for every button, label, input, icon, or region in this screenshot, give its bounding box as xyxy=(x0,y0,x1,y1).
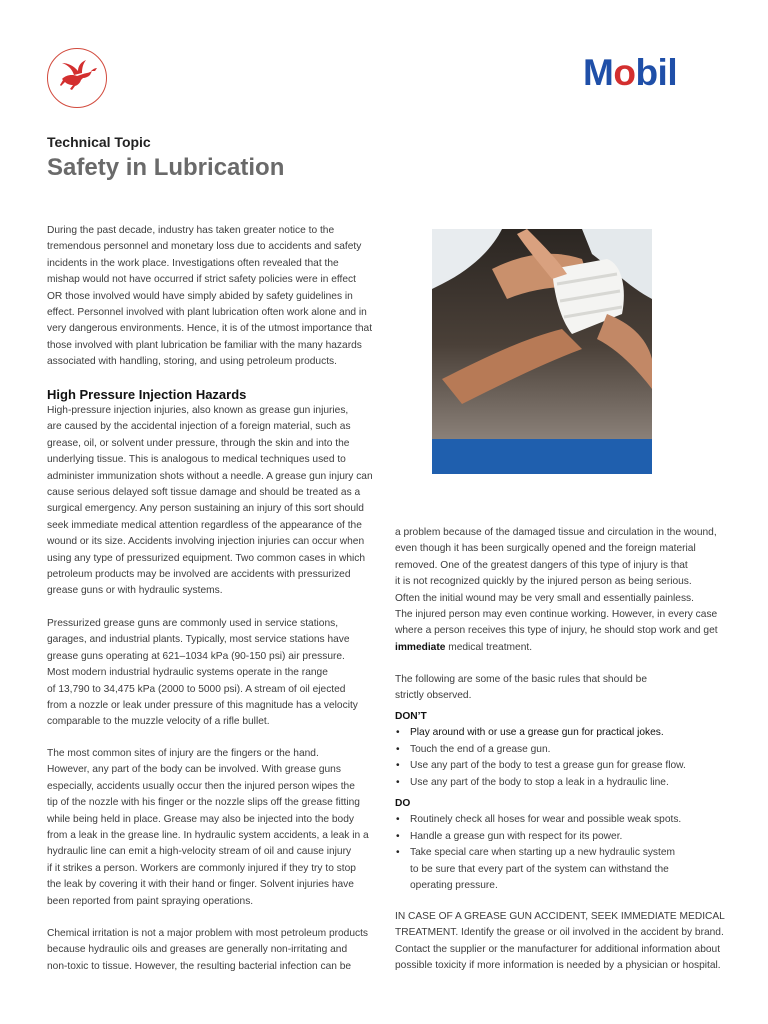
injection-paragraph xyxy=(47,403,382,600)
intro-line: mishap would not have occurred if strict safety policies were in effect xyxy=(47,274,356,286)
dont-item: • Use any part of the body to test a grease gun for grease flow. xyxy=(395,758,740,774)
intro-line: associated with handling, storing, and using petroleum products. xyxy=(47,356,337,368)
dont-item: • Touch the end of a grease gun. xyxy=(395,742,740,758)
accident-line: possible toxicity if more information is needed by a physician or hospital. xyxy=(395,960,721,972)
para3-line: However, any part of the body can be involved. With grease guns xyxy=(47,764,341,776)
bandaged-hand-photo xyxy=(432,229,652,439)
rules-intro-line: strictly observed. xyxy=(395,690,472,702)
para1-line: administer immunization shots without a needle. A grease gun injury can xyxy=(47,470,373,482)
para3-line: especially, accidents usually occur then the injured person wipes the xyxy=(47,780,355,792)
rp1-line: removed. One of the greatest dangers of this type of injury is that xyxy=(395,559,688,571)
rules-intro-line: The following are some of the basic rules that should be xyxy=(395,674,648,685)
para1-line: seek immediate medical attention regardless of the appearance of the xyxy=(47,519,362,531)
pegasus-icon xyxy=(48,49,106,107)
para4-line: non-toxic to tissue. However, the resulting bacterial infection can be xyxy=(47,960,352,972)
do-item: • Handle a grease gun with respect for its power. xyxy=(395,829,740,845)
para2-line: comparable to the muzzle velocity of a rifle bullet. xyxy=(47,716,270,728)
rp1-line: it is not recognized quickly by the injured person as being serious. xyxy=(395,576,692,588)
mobil-logo-bil: bil xyxy=(635,52,678,93)
para1-line: petroleum products may be involved are accidents with pressurized xyxy=(47,569,351,581)
rp1-line: Often the initial wound may be very small and essentially painless. xyxy=(395,592,694,604)
rp1-line: even though it has been surgically opened and the foreign material xyxy=(395,543,696,555)
para1-line: underlying tissue. This is analogous to medical techniques used to xyxy=(47,454,346,466)
para3-line: the leak by covering it with their hand or finger. Solvent injuries have xyxy=(47,879,354,891)
para1-line: are caused by the accidental injection of a foreign material, such as xyxy=(47,421,351,433)
chemical-paragraph xyxy=(47,926,382,975)
dont-heading: DON’T xyxy=(395,711,427,722)
do-list xyxy=(395,812,740,861)
topic-label: Technical Topic xyxy=(47,134,151,150)
para1-line: cause serious delayed soft tissue damage and should be treated as a xyxy=(47,487,361,499)
accident-paragraph xyxy=(395,909,740,975)
rules-list xyxy=(395,709,740,894)
rp1-end-text: medical treatment. xyxy=(445,641,533,653)
do-item: • Routinely check all hoses for wear and possible weak spots. xyxy=(395,812,740,828)
do-item-continued: operating pressure. xyxy=(410,880,498,892)
para3-line: been reported from paint spraying operations. xyxy=(47,895,254,907)
para1-line: using any type of pressurized equipment. Two common cases in which xyxy=(47,552,366,564)
para1-line: surgical emergency. Any person sustaining an injury of this sort should xyxy=(47,503,364,515)
injury-sites-paragraph xyxy=(47,746,382,910)
intro-line: OR those involved would have simply abided by safety guidelines in xyxy=(47,290,353,302)
do-heading: DO xyxy=(395,798,411,810)
intro-line: During the past decade, industry has taken greater notice to the xyxy=(47,225,335,236)
mobil-logo-m: M xyxy=(583,52,614,93)
dont-list xyxy=(395,725,740,791)
rp1-line-end xyxy=(395,640,735,656)
intro-paragraph xyxy=(47,223,382,371)
section-heading: High Pressure Injection Hazards xyxy=(47,387,247,402)
para2-line: of 13,790 to 34,475 kPa (2000 to 5000 psi). A stream of oil ejected xyxy=(47,683,346,695)
para3-line: The most common sites of injury are the fingers or the hand. xyxy=(47,748,319,759)
grease-gun-paragraph xyxy=(47,616,382,731)
para3-line: while being held in place. Grease may also be injected into the body xyxy=(47,813,354,825)
para2-line: Pressurized grease guns are commonly used in service stations, xyxy=(47,618,339,629)
do-item-continued: to be sure that every part of the system can withstand the xyxy=(410,863,669,875)
dont-item: • Use any part of the body to stop a leak in a hydraulic line. xyxy=(395,775,740,791)
para2-line: garages, and industrial plants. Typically, most service stations have xyxy=(47,634,350,646)
pegasus-logo xyxy=(47,48,107,108)
intro-line: those involved with plant lubrication be familiar with the many hazards xyxy=(47,339,362,351)
rp1-line: where a person receives this type of injury, he should stop work and get xyxy=(395,625,718,637)
dont-item: • Play around with or use a grease gun for practical jokes. xyxy=(395,725,740,741)
accident-line: TREATMENT. Identify the grease or oil involved in the accident by brand. xyxy=(395,927,724,939)
para3-line: tip of the nozzle with his finger or the nozzle slips off the grease fitting xyxy=(47,797,360,809)
para4-line: because hydraulic oils and greases are generally non-irritating and xyxy=(47,944,348,956)
para3-line: from a leak in the grease line. In hydraulic system accidents, a leak in a xyxy=(47,830,369,842)
para3-line: hydraulic line can emit a high-velocity stream of oil and cause injury xyxy=(47,846,352,858)
intro-line: effect. Personnel involved with plant lubrication often work alone and in xyxy=(47,307,367,319)
para1-line: grease, oil, or solvent under pressure, through the skin and into the xyxy=(47,437,350,449)
accident-line: Contact the supplier or the manufacturer for additional information about xyxy=(395,943,721,955)
para4-line: Chemical irritation is not a major problem with most petroleum products xyxy=(47,928,369,939)
rules-intro xyxy=(395,672,735,705)
para1-line: wound or its size. Accidents involving injection injuries can occur when xyxy=(47,536,365,548)
mobil-logo xyxy=(583,54,677,91)
do-item: • Take special care when starting up a new hydraulic system xyxy=(395,845,740,861)
intro-line: incidents in the work place. Investigations often revealed that the xyxy=(47,257,339,269)
immediate-emphasis: immediate xyxy=(395,641,446,653)
mobil-logo-o: o xyxy=(613,52,636,93)
rp1-line: a problem because of the damaged tissue and circulation in the wound, xyxy=(395,527,717,538)
rp1-line: The injured person may even continue working. However, in every case xyxy=(395,609,718,621)
para2-line: grease guns operating at 621–1034 kPa (90-150 psi) air pressure. xyxy=(47,650,345,662)
intro-line: tremendous personnel and monetary loss due to accidents and safety xyxy=(47,241,362,253)
intro-line: very dangerous environments. Hence, it is of the utmost importance that xyxy=(47,323,373,335)
para1-line: High-pressure injection injuries, also known as grease gun injuries, xyxy=(47,405,349,416)
wound-paragraph xyxy=(395,525,735,656)
page-title: Safety in Lubrication xyxy=(47,154,285,181)
accident-line: IN CASE OF A GREASE GUN ACCIDENT, SEEK IMMEDIATE MEDICAL xyxy=(395,911,725,922)
para1-line: grease guns or with hydraulic systems. xyxy=(47,585,223,597)
para3-line: if it strikes a person. Workers are commonly injured if they try to stop xyxy=(47,862,356,874)
para2-line: Most modern industrial hydraulic systems operate in the range xyxy=(47,667,328,679)
photo-caption-bar xyxy=(432,439,652,474)
para2-line: from a nozzle or leak under pressure of this magnitude has a velocity xyxy=(47,700,358,712)
